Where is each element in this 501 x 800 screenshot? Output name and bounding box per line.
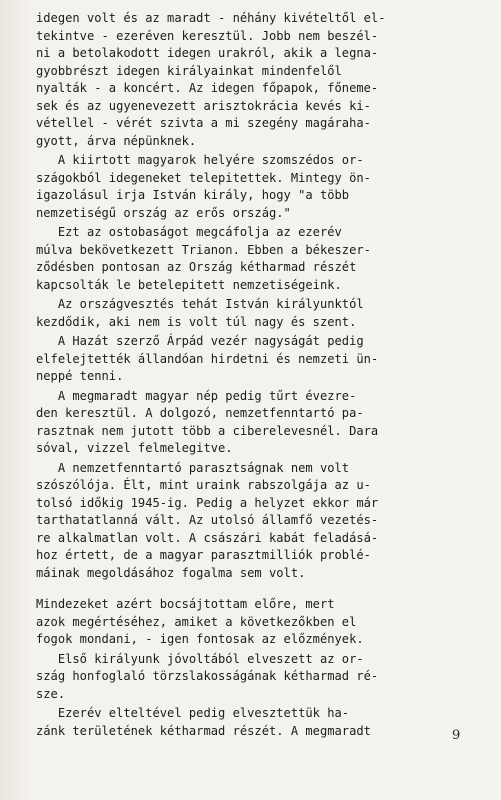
text-line: neppé tenni. bbox=[36, 369, 124, 383]
text-line: sze. bbox=[36, 686, 66, 701]
text-line: ni a betolakodott idegen urakról, akik a legna- bbox=[36, 46, 379, 60]
text-line: sek és az ugyenevezett arisztokrácia kevés ki- bbox=[36, 98, 371, 113]
paragraph bbox=[36, 152, 479, 222]
text-line: A nemzetfenntartó parasztságnak nem volt bbox=[36, 460, 350, 475]
text-line: azok megértéséhez, amiket a következőkben el bbox=[36, 614, 357, 629]
section-gap bbox=[36, 584, 479, 596]
text-line: szágokból idegeneket telepitettek. Mintegy ön- bbox=[36, 170, 371, 185]
paragraph bbox=[36, 10, 479, 150]
text-line: Mindezeket azért bocsájtottam előre, mert bbox=[36, 597, 335, 611]
text-line: hoz értett, de a magyar parasztmilliók problé- bbox=[36, 548, 371, 562]
paragraph bbox=[36, 460, 479, 583]
paragraph bbox=[36, 388, 479, 458]
paragraph bbox=[36, 651, 479, 704]
paragraph bbox=[36, 333, 479, 386]
text-line: szószólója. Élt, mint uraink rabszolgája az u- bbox=[36, 478, 371, 492]
text-line: igazolásul irja István király, hogy "a több bbox=[36, 188, 350, 202]
text-line: Ezt az ostobaságot megcáfolja az ezerév bbox=[36, 225, 342, 239]
text-line: tarthatatlanná vált. Az utolsó államfő vezetés- bbox=[36, 513, 379, 527]
paragraph bbox=[36, 224, 479, 294]
text-line: den keresztül. A dolgozó, nemzetfenntartó pa- bbox=[36, 406, 364, 420]
text-line: ződésben pontosan az Ország kétharmad részét bbox=[36, 260, 357, 274]
text-line: fogok mondani, - igen fontosak az előzmények. bbox=[36, 632, 364, 646]
text-line: vétellel - vérét szivta a mi szegény magáraha- bbox=[36, 116, 371, 130]
text-line: nemzetiségű ország az erős ország." bbox=[36, 205, 291, 220]
text-line: re alkalmatlan volt. A császári kabát feladásá- bbox=[36, 530, 379, 545]
text-line: kezdődik, aki nem is volt túl nagy és szent. bbox=[36, 314, 357, 329]
page-number: 9 bbox=[452, 728, 461, 743]
text-line: tekintve - ezeréven keresztül. Jobb nem beszél- bbox=[36, 28, 379, 43]
text-line: kapcsolták le betelepitett nemzetiségeink. bbox=[36, 277, 342, 292]
text-line: zánk területének kétharmad részét. A megmaradt bbox=[36, 723, 371, 738]
paragraph bbox=[36, 296, 479, 331]
text-line: gyobbrészt idegen királyainkat mindenfelől bbox=[36, 63, 342, 78]
body-text-top bbox=[36, 10, 479, 582]
paragraph bbox=[36, 705, 479, 740]
text-line: tolsó időkig 1945-ig. Pedig a helyzet ekkor már bbox=[36, 495, 379, 510]
text-line: A megmaradt magyar nép pedig tűrt évezre- bbox=[36, 388, 357, 403]
text-line: idegen volt és az maradt - néhány kivételtől el- bbox=[36, 11, 386, 25]
text-line: Ezerév elteltével pedig elvesztettük ha- bbox=[36, 706, 350, 720]
text-line: nyalták - a koncért. Az idegen főpapok, főneme- bbox=[36, 81, 379, 95]
text-line: gyott, árva népünknek. bbox=[36, 133, 197, 148]
text-line: elfelejtették állandóan hirdetni és nemzeti ün- bbox=[36, 351, 379, 366]
text-line: sóval, vizzel felmelegitve. bbox=[36, 441, 233, 455]
text-line: máinak megoldásához fogalma sem volt. bbox=[36, 565, 306, 580]
text-line: A Hazát szerző Árpád vezér nagyságát pedig bbox=[36, 334, 364, 348]
text-line: A kiirtott magyarok helyére szomszédos or- bbox=[36, 153, 364, 167]
text-line: Első királyunk jóvoltából elveszett az or- bbox=[36, 651, 364, 666]
text-line: rasztnak nem jutott több a ciberelevesnél. Dara bbox=[36, 423, 379, 438]
paragraph bbox=[36, 596, 479, 649]
body-text-bottom bbox=[36, 596, 479, 740]
text-line: Az országvesztés tehát István királyunktól bbox=[36, 297, 364, 311]
text-line: szág honfoglaló törzslakosságának kétharmad ré- bbox=[36, 669, 379, 683]
text-line: múlva bekövetkezett Trianon. Ebben a békeszer- bbox=[36, 242, 371, 257]
